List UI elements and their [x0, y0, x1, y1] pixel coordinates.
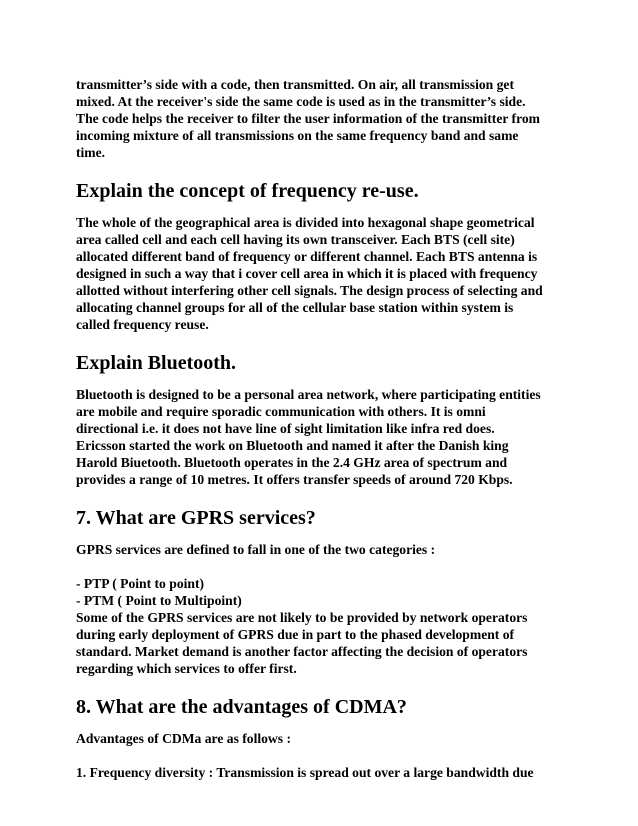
document-page [76, 76, 566, 781]
heading-bluetooth: Explain Bluetooth. [76, 352, 237, 374]
heading-cdma-advantages: 8. What are the advantages of CDMA? [76, 696, 407, 718]
paragraph-bluetooth: Bluetooth is designed to be a personal area network, where participating entities are mobile and require sporadic communication with others. It is omni directional i.e. it does not have line of sight limitation like infra red does. Ericsson started the work on Bluetooth and named it after the Danish king Harold Biuetooth. Bluetooth operates in the 2.4 GHz area of spectrum and provides a range of 10 metres. It offers transfer speeds of around 720 Kbps. [76, 387, 541, 487]
paragraph-frequency-reuse: The whole of the geographical area is divided into hexagonal shape geometrical area called cell and each cell having its own transceiver. Each BTS (cell site) allocated different band of frequency or different channel. Each BTS antenna is designed in such a way that i cover cell area in which it is placed with frequency allotted without interfering other cell signals. The design process of selecting and allocating channel groups for all of the cellular base station within system is called frequency reuse. [76, 215, 543, 332]
paragraph-cdma-advantages-intro: Advantages of CDMa are as follows : [76, 731, 291, 746]
paragraph-gprs-details: - PTP ( Point to point) - PTM ( Point to Multipoint) Some of the GPRS services are not likely to be provided by network operators during early deployment of GPRS due in part to the phased development of standard. Market demand is another factor affecting the decision of operators regarding which services to offer first. [76, 576, 528, 676]
heading-frequency-reuse: Explain the concept of frequency re-use. [76, 180, 419, 202]
paragraph-frequency-diversity: 1. Frequency diversity : Transmission is spread out over a large bandwidth due [76, 765, 534, 780]
heading-gprs-services: 7. What are GPRS services? [76, 507, 316, 529]
paragraph-gprs-categories: GPRS services are defined to fall in one of the two categories : [76, 542, 436, 557]
paragraph-cdma-code-continuation: transmitter’s side with a code, then transmitted. On air, all transmission get mixed. At the receiver's side the same code is used as in the transmitter’s side. The code helps the receiver to filter the user information of the transmitter from incoming mixture of all transmissions on the same frequency band and same time. [76, 77, 540, 160]
